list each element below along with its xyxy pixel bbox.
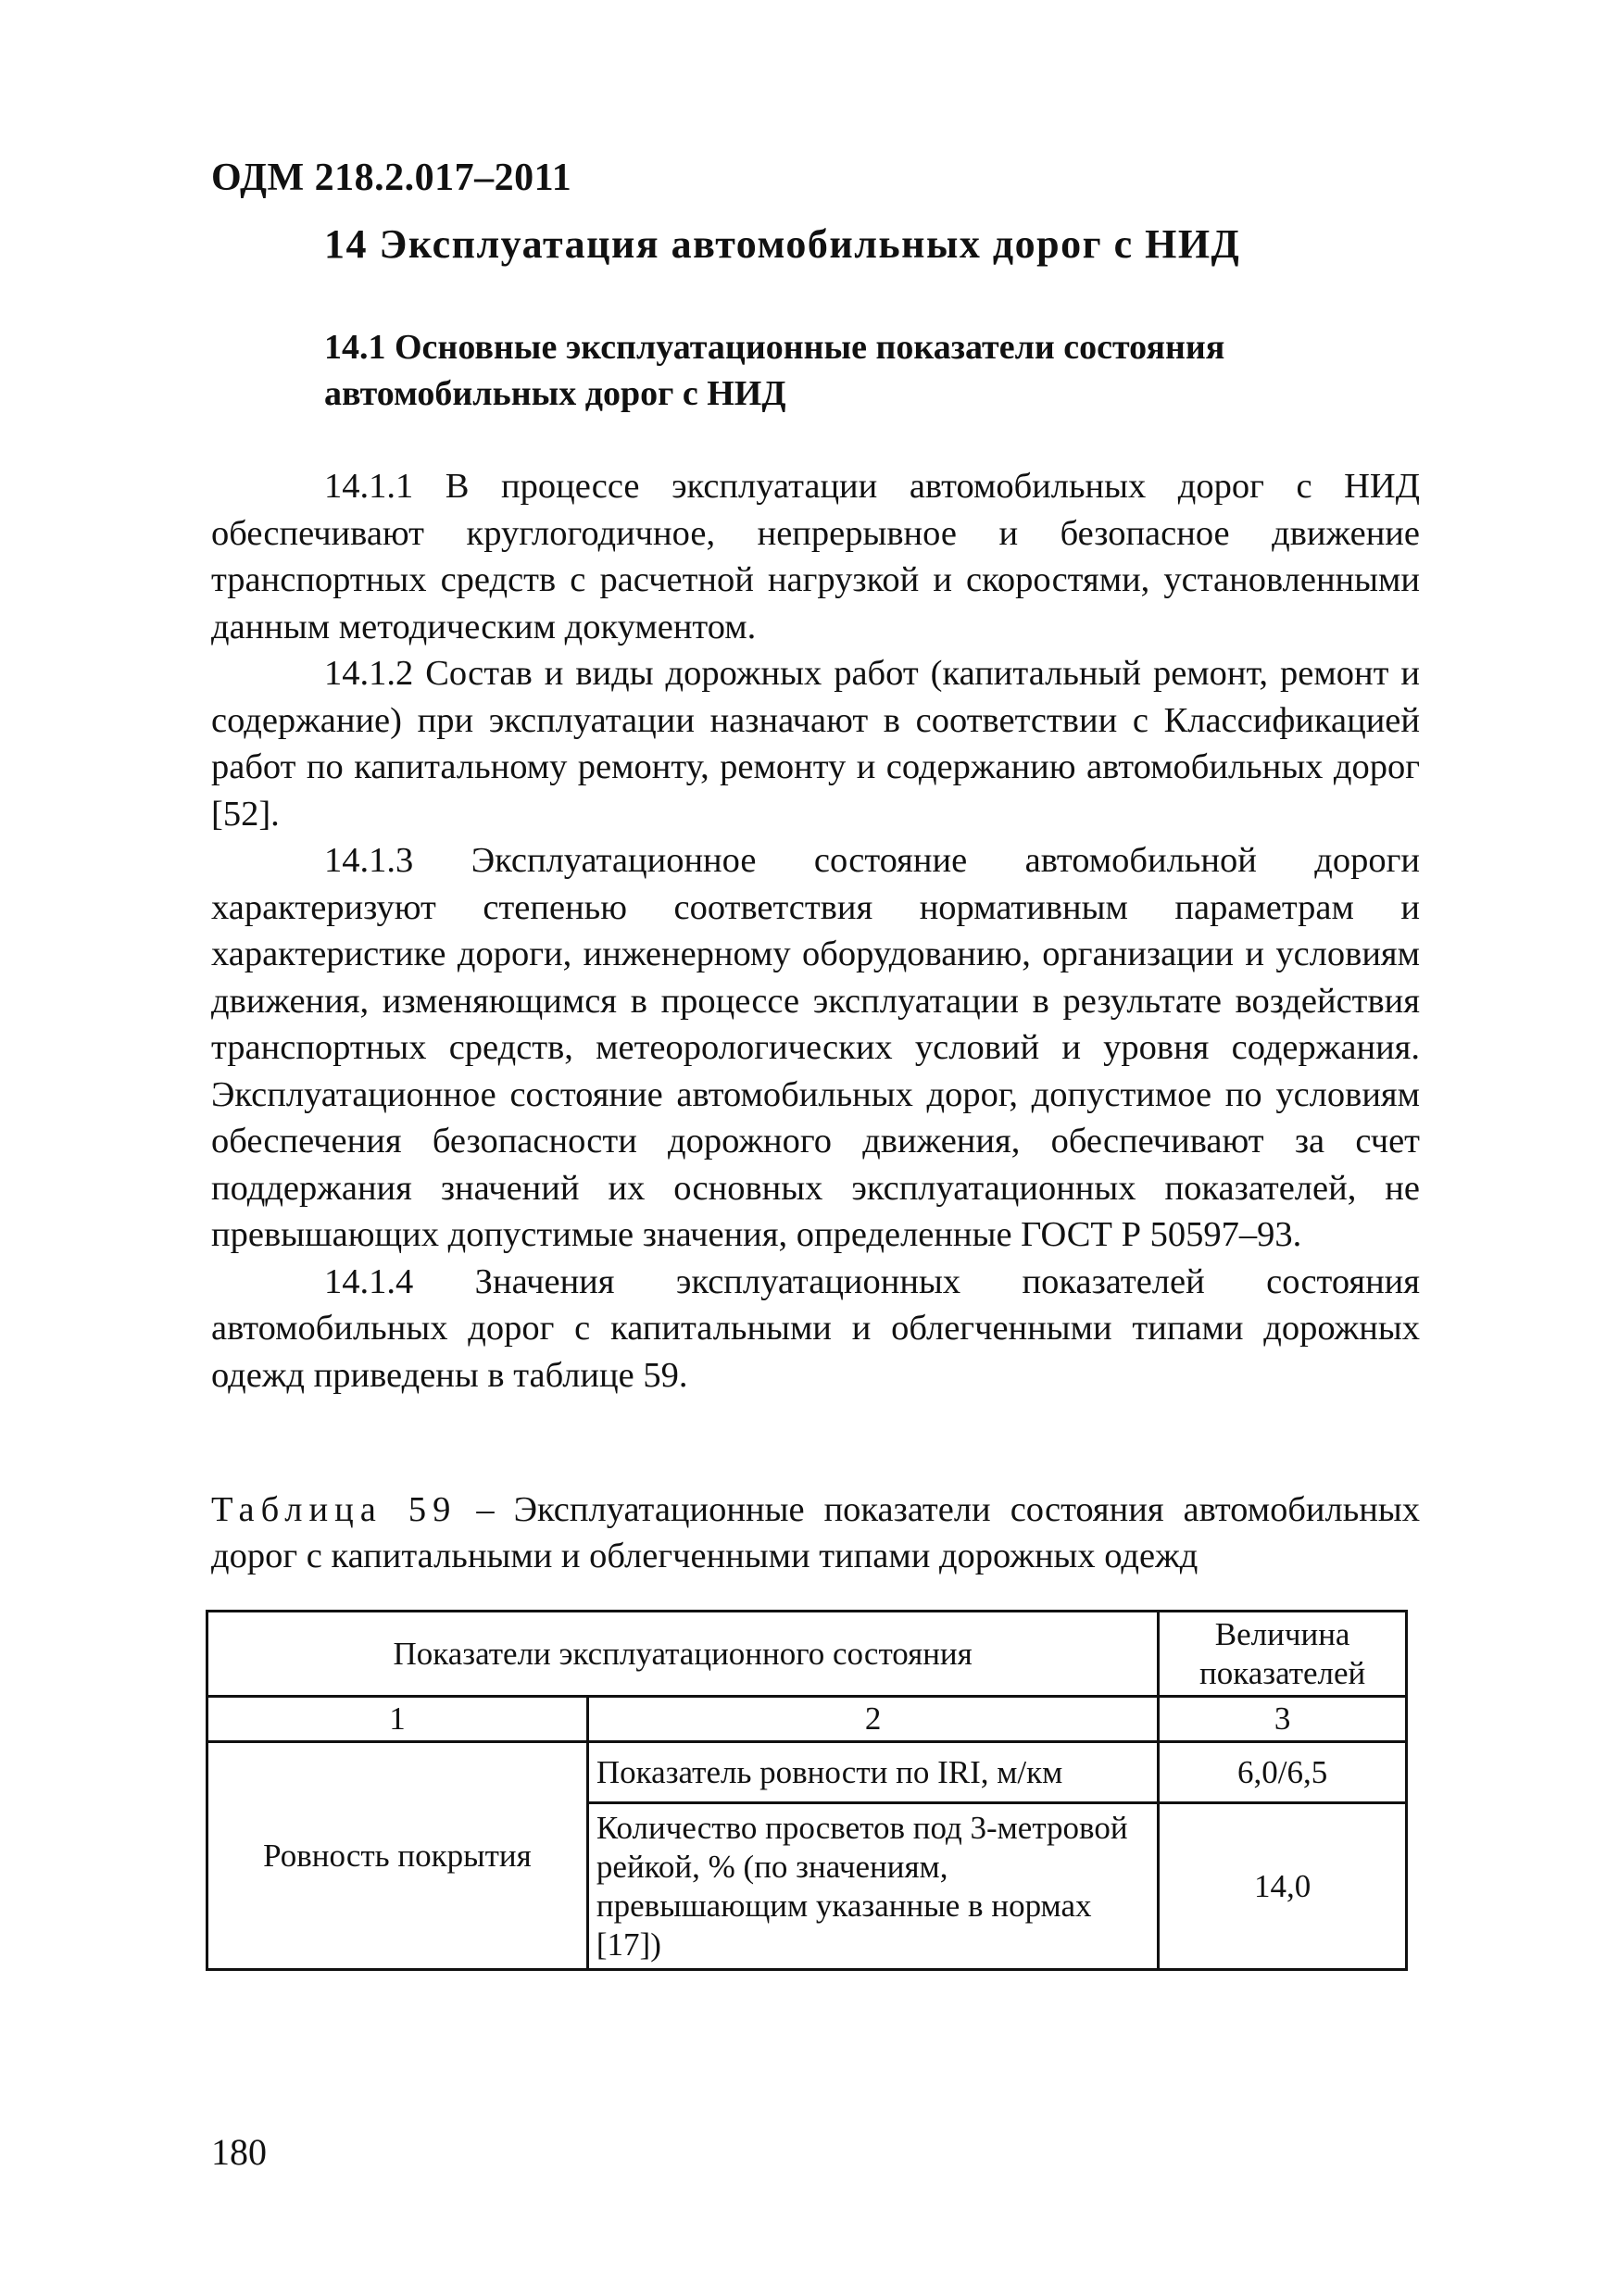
table-caption	[211, 1487, 1420, 1579]
indicators-table	[206, 1610, 1408, 1971]
column-number-2: 2	[587, 1697, 1158, 1742]
paragraph-14-1-4: 14.1.4 Значения эксплуатационных показателей состояния автомобильных дорог с капитальными и облегченными типами дорожных одежд приведены в таблице 59.	[211, 1261, 1420, 1395]
indicator-name: Показатель ровности по IRI, м/км	[587, 1742, 1158, 1803]
document-code: ОДМ 218.2.017–2011	[211, 157, 572, 199]
indicator-value: 14,0	[1159, 1803, 1407, 1970]
group-label: Ровность покрытия	[207, 1742, 588, 1970]
paragraph-14-1-2: 14.1.2 Состав и виды дорожных работ (капитальный ремонт, ремонт и содержание) при эксплуатации назначают в соответствии с Классификацией работ по капитальному ремонту, ремонту и содержанию автомобильных дорог [52].	[211, 654, 1420, 834]
column-number-1: 1	[207, 1697, 588, 1742]
indicator-name: Количество просветов под 3-метровой рейкой, % (по значениям, превышающим указанные в нормах [17])	[587, 1803, 1158, 1970]
subsection-title: 14.1 Основные эксплуатационные показатели состояния автомобильных дорог с НИД	[324, 328, 1225, 413]
paragraph-14-1-1: 14.1.1 В процессе эксплуатации автомобильных дорог с НИД обеспечивают круглогодичное, непрерывное и безопасное движение транспортных средств с расчетной нагрузкой и скоростями, установленными данным методическим документом.	[211, 467, 1420, 646]
header-indicators: Показатели эксплуатационного состояния	[207, 1612, 1159, 1697]
page-number: 180	[211, 2131, 267, 2173]
body-text	[211, 463, 1420, 1399]
table-caption-text: – Эксплуатационные показатели состояния автомобильных дорог с капитальными и облегченными типами дорожных одежд	[211, 1490, 1420, 1575]
table-row	[207, 1742, 1407, 1803]
column-number-3: 3	[1159, 1697, 1407, 1742]
table-caption-label: Таблица 59	[211, 1490, 458, 1529]
section-title: 14 Эксплуатация автомобильных дорог с НИД	[324, 221, 1241, 267]
table-header-row	[207, 1612, 1407, 1697]
column-number-row	[207, 1697, 1407, 1742]
header-values: Величина показателей	[1159, 1612, 1407, 1697]
paragraph-14-1-3: 14.1.3 Эксплуатационное состояние автомобильной дороги характеризуют степенью соответствия нормативным параметрам и характеристике дороги, инженерному оборудованию, организации и условиям движения, изменяющимся в процессе эксплуатации в результате воздействия транспортных средств, метеорологических условий и уровня содержания. Эксплуатационное состояние автомобильных дорог, допустимое по условиям обеспечения безопасности дорожного движения, обеспечивают за счет поддержания значений их основных эксплуатационных показателей, не превышающих допустимые значения, определенные ГОСТ Р 50597–93.	[211, 841, 1420, 1254]
indicator-value: 6,0/6,5	[1159, 1742, 1407, 1803]
